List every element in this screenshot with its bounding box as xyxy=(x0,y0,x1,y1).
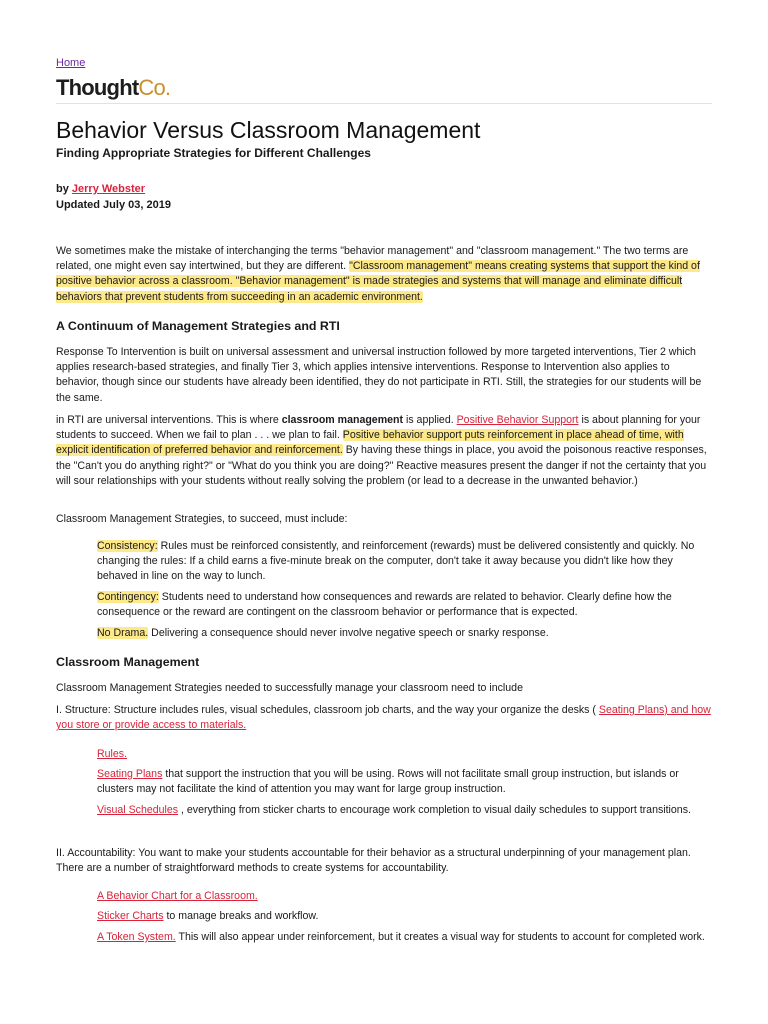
article-title: Behavior Versus Classroom Management xyxy=(56,117,481,143)
section-heading-classroom-management: Classroom Management xyxy=(56,655,200,669)
thoughtco-logo[interactable] xyxy=(56,74,170,102)
visual-schedules-link[interactable]: Visual Schedules xyxy=(97,804,179,816)
intro-text: We sometimes make the mistake of interchanging the terms "behavior management" and "classroom management." The two terms are related, one might even say intertwined, but they are different. xyxy=(56,245,689,273)
home-link[interactable]: Home xyxy=(56,57,86,69)
seating-plans-materials-link[interactable]: Seating Plans) and how you store or provide access to materials. xyxy=(56,704,711,732)
byline xyxy=(56,183,145,196)
list-item-behavior-chart xyxy=(97,889,712,904)
pbs-text-c: is about planning for your students to succeed. When we fail to plan . . . we plan to fail. xyxy=(56,414,701,442)
by-label: by xyxy=(56,183,69,195)
logo-name: Thought xyxy=(56,75,139,100)
consistency-label: Consistency: xyxy=(97,540,158,552)
list-item-visual-schedules xyxy=(97,803,712,818)
contingency-text: Students need to understand how consequences and rewards are related to behavior. Clearly define how the consequence or the reward are contingent on the classroom behavior or performance that is expected. xyxy=(97,591,672,619)
seating-text: that support the instruction that you will be using. Rows will not facilitate small group instruction, but islands or clusters may not facilitate the kind of attention you may want for large group instruction. xyxy=(97,768,679,796)
intro-paragraph xyxy=(56,244,712,305)
sticker-text: to manage breaks and workflow. xyxy=(163,910,319,922)
pbs-bold: classroom management xyxy=(281,414,404,426)
pbs-text-b: is applied. xyxy=(403,414,457,426)
token-system-link[interactable]: A Token System. xyxy=(97,931,176,943)
consistency-text: Rules must be reinforced consistently, and reinforcement (rewards) must be delivered consistently and quickly. No changing the rules: If a child earns a five-minute break on the computer, don't take it away because you didn't like how they behaved in line on the way to lunch. xyxy=(97,540,695,583)
no-drama-label: No Drama. xyxy=(97,627,149,639)
list-item-rules xyxy=(97,747,712,762)
rules-link[interactable]: Rules. xyxy=(97,748,128,760)
rti-paragraph: Response To Intervention is built on universal assessment and universal instruction followed by more targeted interventions, Tier 2 which applies research-based strategies, and finally Tier 3, which applies intensive interventions. Response to Intervention also applies to behavior, though since our students have already been identified, they do not participate in RTI. Still, the strategies for our students will be the same. xyxy=(56,346,702,404)
structure-paragraph xyxy=(56,703,712,733)
pbs-text-a: in RTI are universal interventions. This is where xyxy=(56,414,282,426)
visual-text: , everything from sticker charts to encourage work completion to visual daily schedules to support transitions. xyxy=(178,804,691,816)
cm-intro: Classroom Management Strategies needed to successfully manage your classroom need to include xyxy=(56,682,523,694)
no-drama-text: Delivering a consequence should never involve negative speech or snarky response. xyxy=(148,627,549,639)
pbs-highlight: Positive behavior support puts reinforcement in place ahead of time, with explicit identification of preferred behavior and reinforcement. xyxy=(56,429,684,457)
seating-plans-link[interactable]: Seating Plans xyxy=(97,768,163,780)
list-item-consistency xyxy=(97,539,712,585)
section-heading-continuum: A Continuum of Management Strategies and RTI xyxy=(56,319,340,333)
list-item-token-system xyxy=(97,930,712,945)
logo-suffix: Co. xyxy=(138,75,171,100)
author-link[interactable]: Jerry Webster xyxy=(71,183,146,195)
sticker-charts-link[interactable]: Sticker Charts xyxy=(97,910,164,922)
list-item-no-drama xyxy=(97,626,712,641)
behavior-chart-link[interactable]: A Behavior Chart for a Classroom. xyxy=(97,890,258,902)
list-item-seating-plans xyxy=(97,767,712,797)
strategies-intro: Classroom Management Strategies, to succeed, must include: xyxy=(56,513,348,525)
intro-highlight: "Classroom management" means creating systems that support the kind of positive behavior across a classroom. "Behavior management" is made strategies and systems that will manage and eliminate difficult behaviors that prevent students from succeeding in an academic environment. xyxy=(56,260,700,303)
list-item-sticker-charts xyxy=(97,909,712,924)
header-divider xyxy=(56,103,712,104)
token-text: This will also appear under reinforcement, but it creates a visual way for students to account for completed work. xyxy=(175,931,705,943)
structure-text: I. Structure: Structure includes rules, visual schedules, classroom job charts, and the way your organize the desks ( xyxy=(56,704,599,716)
breadcrumb xyxy=(56,57,85,70)
article-subtitle: Finding Appropriate Strategies for Different Challenges xyxy=(56,146,371,160)
accountability-paragraph: II. Accountability: You want to make your students accountable for their behavior as a structural underpinning of your management plan. There are a number of straightforward methods to create systems for accountability. xyxy=(56,847,691,875)
list-item-contingency xyxy=(97,590,712,620)
updated-date: Updated July 03, 2019 xyxy=(56,199,171,211)
positive-behavior-support-link[interactable]: Positive Behavior Support xyxy=(456,414,579,426)
pbs-paragraph xyxy=(56,413,712,489)
contingency-label: Contingency: xyxy=(97,591,159,603)
pbs-text-d: By having these things in place, you avoid the poisonous reactive responses, the "Can't you do anything right?" or "What do you think you are doing?" Reactive measures present the danger if not the certainty that you will sour relationships with your students without really solving the problem (or lead to a decrease in the unwanted behavior.) xyxy=(56,444,707,487)
